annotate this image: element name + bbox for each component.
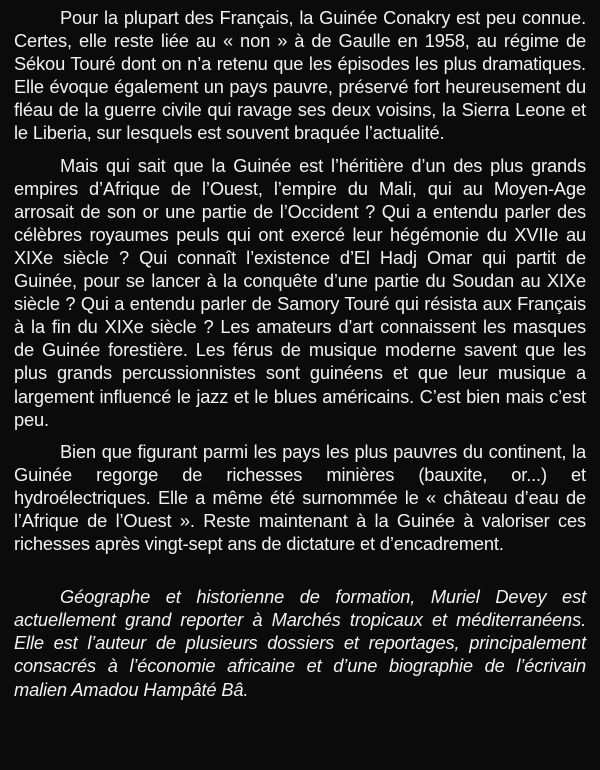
paragraph-history: Mais qui sait que la Guinée est l’héritière d’un des plus grands empires d’Afrique de l’Ouest, l’empire du Mali, qui au Moyen-Age arrosait de son or une partie de l’Occident ? Qui a entendu parler des célèbres royaumes peuls qui ont exercé leur hégémonie du XVIIe au XIXe siècle ? Qui connaît l’existence d’El Hadj Omar qui partit de Guinée, pour se lancer à la conquête d’une partie du Soudan au XIXe siècle ? Qui a entendu parler de Samory Touré qui résista aux Français à la fin du XIXe siècle ? Les amateurs d’art connaissent les masques de Guinée forestière. Les férus de musique moderne savent que les plus grands percussionnistes sont guinéens et que leur musique a largement influencé le jazz et le blues américains. C’est bien mais c’est peu. xyxy=(14,154,586,430)
paragraph-resources: Bien que figurant parmi les pays les plus pauvres du continent, la Guinée regorge de richesses minières (bauxite, or...) et hydroélectriques. Elle a même été surnommée le « château d’eau de l’Afrique de l’Ouest ». Reste maintenant à la Guinée à valoriser ces richesses après vingt-sept ans de dictature et d’encadrement. xyxy=(14,440,586,555)
paragraph-intro: Pour la plupart des Français, la Guinée Conakry est peu connue. Certes, elle reste liée au « non » à de Gaulle en 1958, au régime de Sékou Touré dont on n’a retenu que les épisodes les plus dramatiques. Elle évoque également un pays pauvre, préservé fort heureusement du fléau de la guerre civile qui ravage ses deux voisins, la Sierra Leone et le Liberia, sur lesquels est souvent braquée l’actualité. xyxy=(14,7,586,144)
author-note: Géographe et historienne de formation, Muriel Devey est actuellement grand reporter à Marchés tropicaux et méditerranéens. Elle est l’auteur de plusieurs dossiers et reportages, principalement consacrés à l’économie africaine et d’une biographie de l’écrivain malien Amadou Hampâté Bâ. xyxy=(14,586,586,700)
